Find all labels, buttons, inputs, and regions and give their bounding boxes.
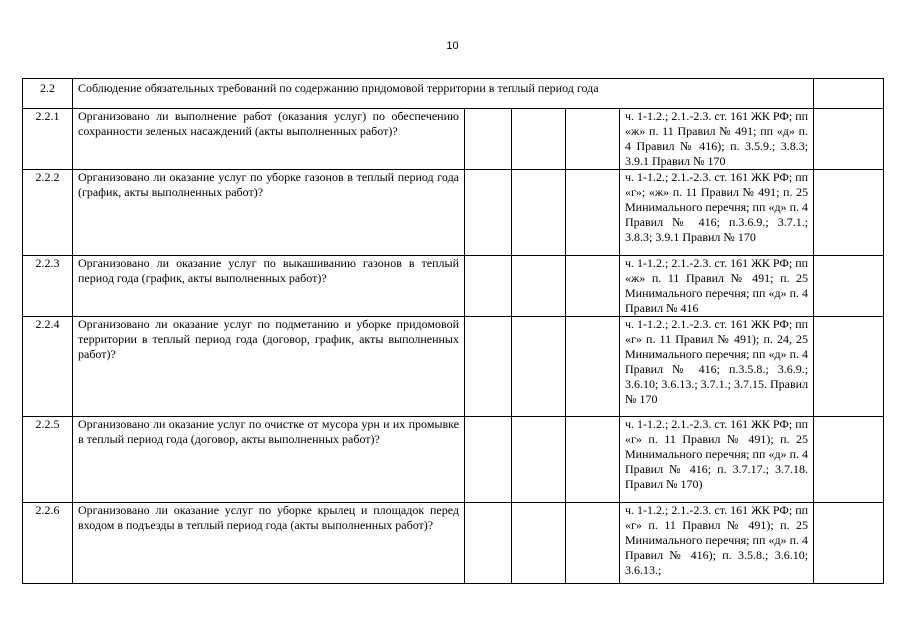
row-question: Организовано ли оказание услуг по очистке от мусора урн и их промывке в теплый период года (договор, акты выполненных работ)? (73, 417, 465, 503)
answer-no-cell (512, 256, 566, 317)
answer-yes-cell (465, 503, 512, 584)
row-number: 2.2.1 (23, 109, 73, 170)
checklist-table (22, 78, 884, 584)
row-question: Организовано ли оказание услуг по подметанию и уборке придомовой территории в теплый период года (договор, график, акты выполненных работ)? (73, 317, 465, 417)
answer-na-cell (566, 109, 620, 170)
row-legal-basis: ч. 1-1.2.; 2.1.-2.3. ст. 161 ЖК РФ; пп «г»; «ж» п. 11 Правил № 491; п. 25 Минимального перечня; пп «д» п. 4 Правил № 416; п.3.6.9.; 3.7.1.; 3.8.3; 3.9.1 Правил № 170 (620, 170, 814, 256)
row-number: 2.2.4 (23, 317, 73, 417)
row-note-cell (814, 503, 884, 584)
answer-no-cell (512, 503, 566, 584)
row-question: Организовано ли выполнение работ (оказания услуг) по обеспечению сохранности зеленых насаждений (акты выполненных работ)? (73, 109, 465, 170)
answer-no-cell (512, 109, 566, 170)
row-question: Организовано ли оказание услуг по уборке крылец и площадок перед входом в подъезды в теплый период года (акты выполненных работ)? (73, 503, 465, 584)
row-legal-basis: ч. 1-1.2.; 2.1.-2.3. ст. 161 ЖК РФ; пп «ж» п. 11 Правил № 491; пп «д» п. 4 Правил № 416); п. 3.5.9.; 3.8.3; 3.9.1 Правил № 170 (620, 109, 814, 170)
row-number: 2.2.2 (23, 170, 73, 256)
answer-yes-cell (465, 109, 512, 170)
answer-no-cell (512, 317, 566, 417)
row-number: 2.2.6 (23, 503, 73, 584)
answer-yes-cell (465, 170, 512, 256)
answer-na-cell (566, 503, 620, 584)
row-note-cell (814, 109, 884, 170)
answer-na-cell (566, 256, 620, 317)
table-row (23, 417, 884, 503)
answer-na-cell (566, 317, 620, 417)
section-header-row (23, 79, 884, 109)
table-row (23, 109, 884, 170)
answer-na-cell (566, 417, 620, 503)
row-legal-basis: ч. 1-1.2.; 2.1.-2.3. ст. 161 ЖК РФ; пп «ж» п. 11 Правил № 491; п. 25 Минимального перечня; пп «д» п. 4 Правил № 416 (620, 256, 814, 317)
row-note-cell (814, 256, 884, 317)
answer-na-cell (566, 170, 620, 256)
row-question: Организовано ли оказание услуг по уборке газонов в теплый период года (график, акты выполненных работ)? (73, 170, 465, 256)
row-note-cell (814, 417, 884, 503)
section-note-cell (814, 79, 884, 109)
row-legal-basis: ч. 1-1.2.; 2.1.-2.3. ст. 161 ЖК РФ; пп «г» п. 11 Правил № 491); п. 24, 25 Минимального перечня; пп «д» п. 4 Правил № 416; п.3.5.8.; 3.6.9.; 3.6.10; 3.6.13.; 3.7.1.; 3.7.15. Правил № 170 (620, 317, 814, 417)
table-row (23, 170, 884, 256)
row-question: Организовано ли оказание услуг по выкашиванию газонов в теплый период года (график, акты выполненных работ)? (73, 256, 465, 317)
row-legal-basis: ч. 1-1.2.; 2.1.-2.3. ст. 161 ЖК РФ; пп «г» п. 11 Правил № 491); п. 25 Минимального перечня; пп «д» п. 4 Правил № 416; п. 3.7.17.; 3.7.18. Правил № 170) (620, 417, 814, 503)
row-legal-basis: ч. 1-1.2.; 2.1.-2.3. ст. 161 ЖК РФ; пп «г» п. 11 Правил № 491); п. 25 Минимального перечня; пп «д» п. 4 Правил № 416); п. 3.5.8.; 3.6.10; 3.6.13.; (620, 503, 814, 584)
answer-yes-cell (465, 317, 512, 417)
table-row (23, 256, 884, 317)
answer-yes-cell (465, 256, 512, 317)
row-note-cell (814, 317, 884, 417)
table-row (23, 317, 884, 417)
table-row (23, 503, 884, 584)
page-number: 10 (446, 40, 459, 52)
row-number: 2.2.5 (23, 417, 73, 503)
answer-no-cell (512, 417, 566, 503)
answer-yes-cell (465, 417, 512, 503)
section-title: Соблюдение обязательных требований по содержанию придомовой территории в теплый период года (73, 79, 814, 109)
answer-no-cell (512, 170, 566, 256)
section-number: 2.2 (23, 79, 73, 109)
row-number: 2.2.3 (23, 256, 73, 317)
row-note-cell (814, 170, 884, 256)
